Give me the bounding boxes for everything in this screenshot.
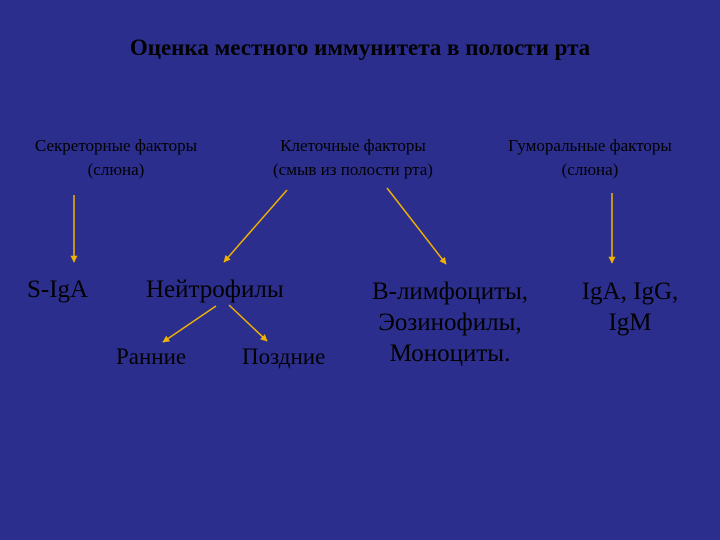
result-siga: S-IgA: [27, 276, 89, 303]
category-secretory-source: (слюна): [87, 160, 145, 179]
arrow-neutrophils-to-late: [229, 305, 267, 341]
slide-title: Оценка местного иммунитета в полости рта: [129, 35, 591, 60]
result-iga-igg: IgA, IgG,: [581, 278, 679, 305]
result-igm: IgM: [608, 309, 652, 336]
result-lymphocytes: [345, 276, 555, 369]
result-early: Ранние: [116, 344, 187, 369]
result-b-lymphocytes: В-лимфоциты,: [371, 278, 529, 305]
result-neutrophils: Нейтрофилы: [146, 276, 284, 303]
arrow-cellular-to-neutrophils: [224, 190, 287, 262]
category-cellular-source: (смыв из полости рта): [273, 160, 433, 179]
result-immunoglobulins: [560, 276, 700, 338]
category-humoral-label: Гуморальные факторы: [508, 136, 672, 155]
arrow-neutrophils-to-early: [163, 306, 216, 342]
result-eosinophils: Эозинофилы,: [378, 309, 522, 336]
result-monocytes: Моноциты.: [389, 340, 511, 367]
result-late: Поздние: [242, 344, 326, 369]
category-cellular-label: Клеточные факторы: [280, 136, 426, 155]
category-secretory-label: Секреторные факторы: [34, 136, 198, 155]
arrow-cellular-to-lymphocytes: [387, 188, 446, 264]
category-humoral-source: (слюна): [561, 160, 619, 179]
